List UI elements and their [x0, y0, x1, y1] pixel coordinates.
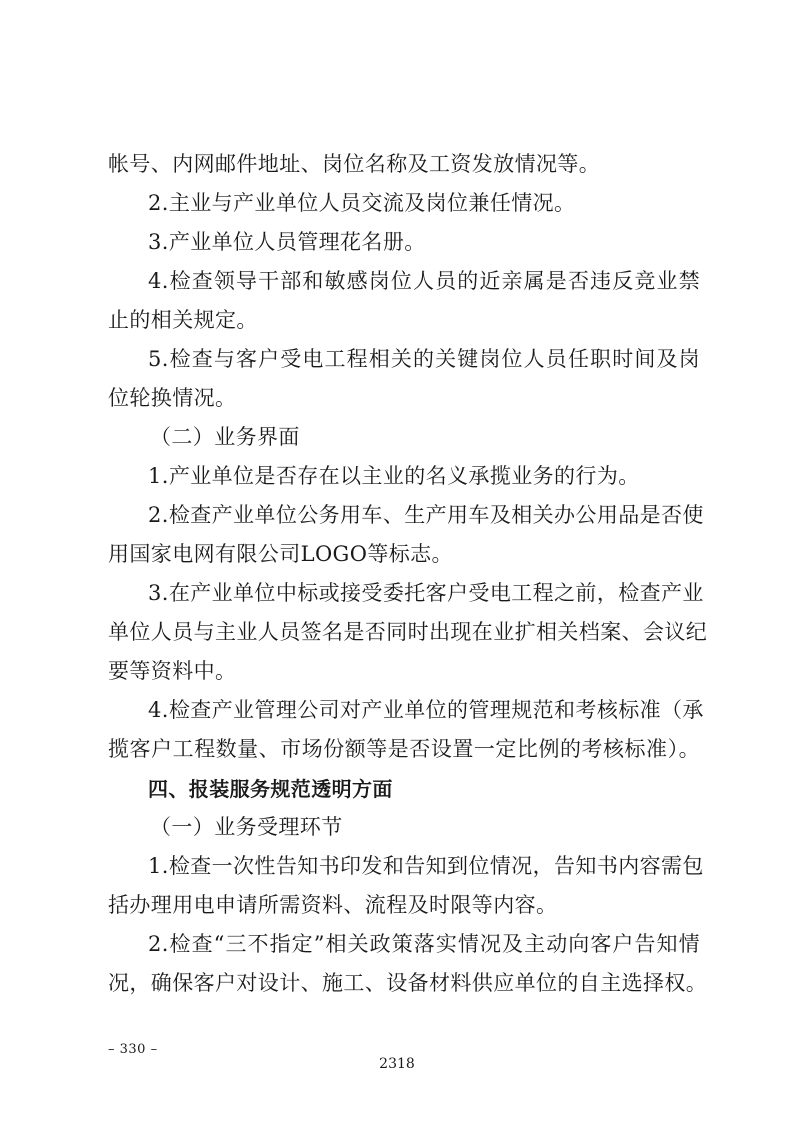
section-subheading: （二）业务界面	[150, 425, 300, 449]
body-text-line: 止的相关规定。	[108, 308, 258, 332]
body-text-line: 括办理用电申请所需资料、流程及时限等内容。	[108, 893, 558, 917]
body-text-line: 帐号、内网邮件地址、岗位名称及工资发放情况等。	[108, 152, 601, 176]
section-subheading: （一）业务受理环节	[150, 815, 343, 839]
list-item-3: 3.在产业单位中标或接受委托客户受电工程之前，检查产业	[148, 581, 704, 605]
list-item-2: 2.检查产业单位公务用车、生产用车及相关办公用品是否使	[148, 503, 704, 527]
body-text-line: 要等资料中。	[108, 659, 237, 683]
body-text-line: 单位人员与主业人员签名是否同时出现在业扩相关档案、会议纪	[108, 620, 708, 644]
page-number-scan: 2318	[379, 1056, 415, 1072]
list-item-4: 4.检查产业管理公司对产业单位的管理规范和考核标准（承	[148, 698, 704, 722]
list-item-1: 1.检查一次性告知书印发和告知到位情况，告知书内容需包	[148, 854, 704, 878]
list-item-2: 2.主业与产业单位人员交流及岗位兼任情况。	[148, 191, 576, 215]
body-text-line: 揽客户工程数量、市场份额等是否设置一定比例的考核标准）。	[108, 737, 700, 761]
list-item-3: 3.产业单位人员管理花名册。	[148, 230, 426, 254]
body-text-line: 位轮换情况。	[108, 386, 237, 410]
list-item-2: 2.检查“三不指定”相关政策落实情况及主动向客户告知情	[148, 932, 700, 956]
section-heading: 四、报装服务规范透明方面	[148, 777, 393, 801]
list-item-1: 1.产业单位是否存在以主业的名义承揽业务的行为。	[148, 464, 640, 488]
body-text-line: 用国家电网有限公司LOGO等标志。	[108, 542, 453, 566]
page-number-printed: – 330 –	[108, 1042, 158, 1057]
body-text-line: 况，确保客户对设计、施工、设备材料供应单位的自主选择权。	[108, 971, 708, 995]
list-item-4: 4.检查领导干部和敏感岗位人员的近亲属是否违反竞业禁	[148, 269, 700, 293]
list-item-5: 5.检查与客户受电工程相关的关键岗位人员任职时间及岗	[148, 347, 700, 371]
